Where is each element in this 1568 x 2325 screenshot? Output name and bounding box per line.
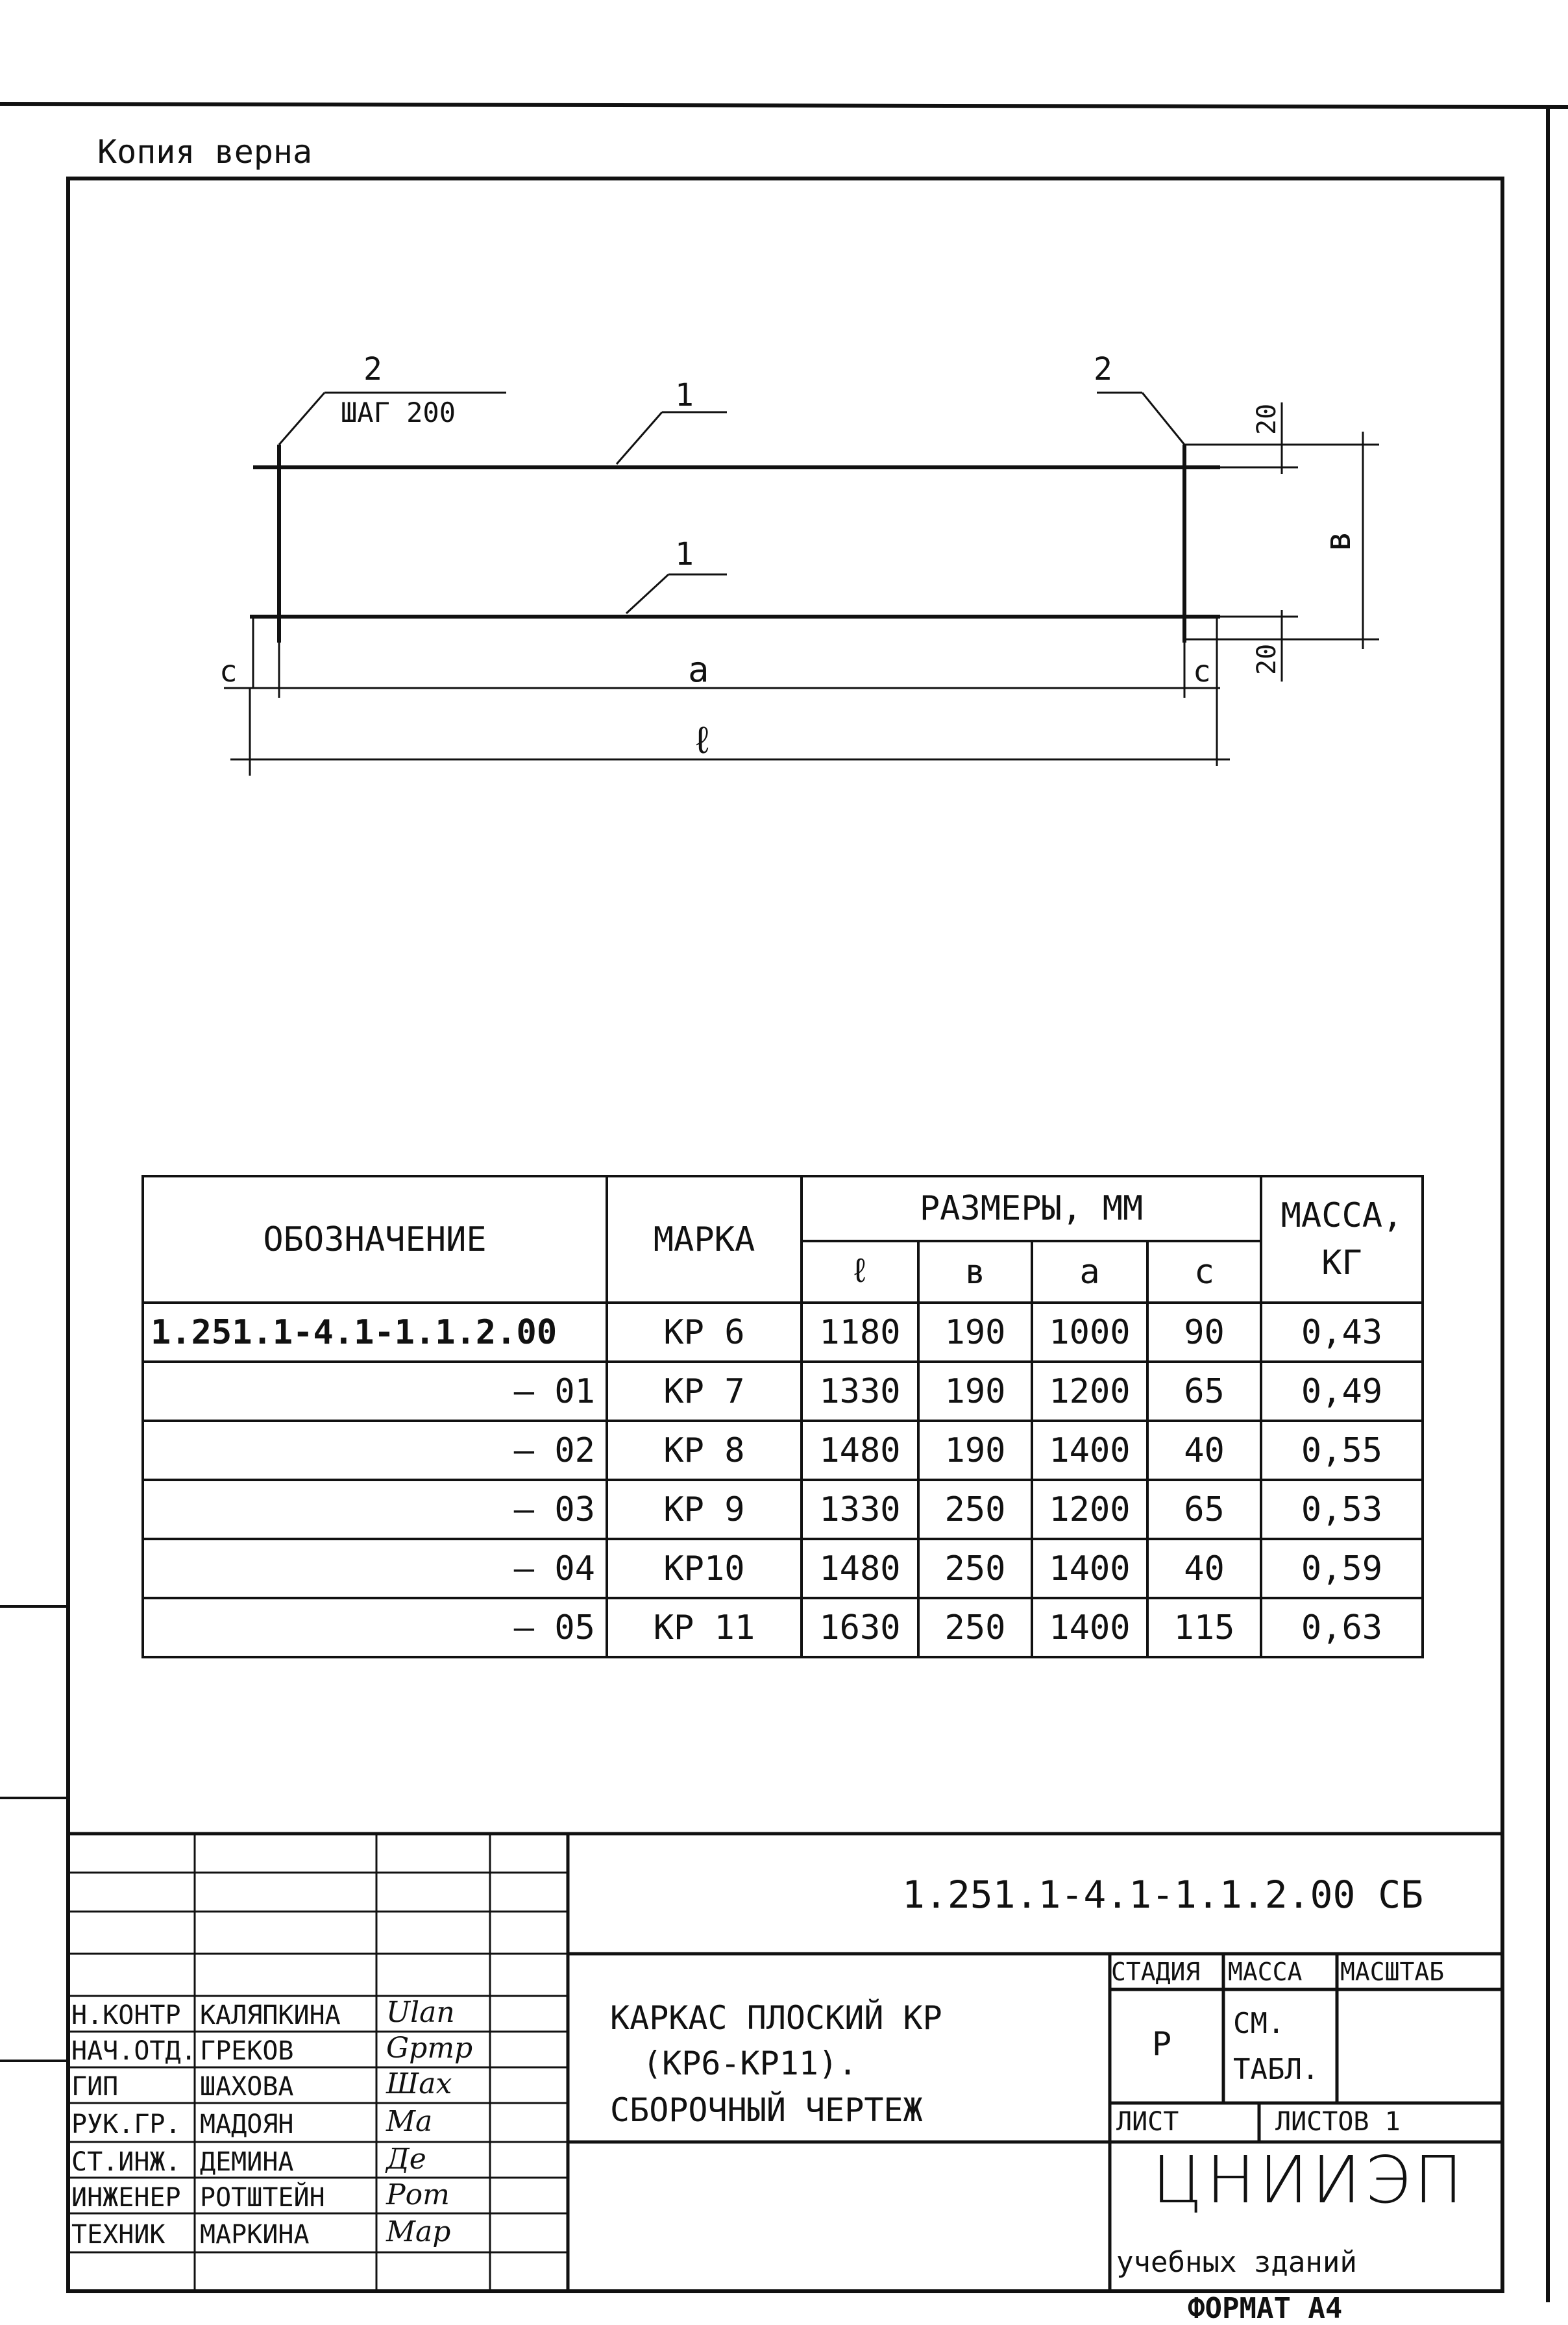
dim-20-bottom: 20 — [1252, 643, 1282, 675]
row-mass: 0,59 — [1261, 1539, 1423, 1598]
pos1-top-label: 1 — [675, 377, 694, 413]
dim-c-left-label: c — [219, 654, 238, 689]
row-l: 1480 — [802, 1421, 918, 1480]
dim-a-label: a — [688, 649, 709, 690]
row-designation: 1.251.1-4.1-1.1.2.00 — [143, 1303, 607, 1362]
row-a: 1200 — [1032, 1362, 1147, 1421]
row-mass: 0,49 — [1261, 1362, 1423, 1421]
header-a: a — [1032, 1241, 1147, 1303]
sheets-label: ЛИСТОВ 1 — [1275, 2107, 1401, 2137]
row-l: 1480 — [802, 1539, 918, 1598]
row-b: 190 — [918, 1303, 1032, 1362]
row-designation: — 02 — [143, 1421, 607, 1480]
row-l: 1330 — [802, 1480, 918, 1539]
header-b: в — [918, 1241, 1032, 1303]
signature-group-lead: Ma — [386, 2105, 433, 2138]
row-mass: 0,63 — [1261, 1598, 1423, 1657]
organization-subtitle: учебных зданий — [1116, 2246, 1357, 2279]
scale-label: МАСШТАБ — [1340, 1958, 1445, 1986]
organization-name: ЦНИИЭП — [1152, 2142, 1467, 2218]
row-b: 250 — [918, 1598, 1032, 1657]
row-l: 1630 — [802, 1598, 918, 1657]
header-dimensions: РАЗМЕРЫ, ММ — [802, 1176, 1261, 1241]
dim-b-label: в — [1317, 530, 1358, 552]
header-designation: ОБОЗНАЧЕНИЕ — [143, 1176, 607, 1303]
row-c: 40 — [1147, 1421, 1261, 1480]
role-group-lead: РУК.ГР. — [71, 2110, 181, 2139]
row-mark: КР 7 — [607, 1362, 802, 1421]
row-designation: — 01 — [143, 1362, 607, 1421]
mass-label: МАССА — [1228, 1958, 1303, 1986]
role-norm-control: Н.КОНТР — [71, 2000, 181, 2030]
document-code: 1.251.1-4.1-1.1.2.00 СБ — [902, 1873, 1424, 1917]
header-c: c — [1147, 1241, 1261, 1303]
row-a: 1400 — [1032, 1598, 1147, 1657]
row-c: 40 — [1147, 1539, 1261, 1598]
row-a: 1400 — [1032, 1421, 1147, 1480]
row-a: 1000 — [1032, 1303, 1147, 1362]
dim-l-label: ℓ — [691, 718, 714, 762]
sheet-label: ЛИСТ — [1116, 2107, 1179, 2137]
dim-c-right-label: c — [1193, 654, 1211, 689]
row-mark: КР 9 — [607, 1480, 802, 1539]
row-a: 1200 — [1032, 1480, 1147, 1539]
signature-senior-engineer: Де — [386, 2143, 426, 2176]
row-mark: КР 8 — [607, 1421, 802, 1480]
row-designation: — 04 — [143, 1539, 607, 1598]
row-c: 65 — [1147, 1480, 1261, 1539]
row-b: 190 — [918, 1362, 1032, 1421]
row-designation: — 05 — [143, 1598, 607, 1657]
row-b: 250 — [918, 1539, 1032, 1598]
signature-chief-engineer: Шах — [386, 2067, 452, 2100]
drawing-title-line1: КАРКАС ПЛОСКИЙ КР — [610, 1999, 942, 2037]
pos2-left-label: 2 — [363, 351, 382, 388]
header-mass: МАССА, КГ — [1261, 1176, 1423, 1303]
row-l: 1330 — [802, 1362, 918, 1421]
mass-value-line2: ТАБЛ. — [1233, 2053, 1319, 2086]
pos2-right-label: 2 — [1094, 351, 1112, 388]
sheet-format: ФОРМАТ А4 — [1188, 2292, 1343, 2325]
stage-label: СТАДИЯ — [1111, 1958, 1201, 1986]
header-mark: МАРКА — [607, 1176, 802, 1303]
drawing-title-line2: (КР6-КР11). — [643, 2045, 858, 2082]
role-engineer: ИНЖЕНЕР — [71, 2183, 181, 2213]
row-c: 90 — [1147, 1303, 1261, 1362]
mass-value-line1: СМ. — [1233, 2007, 1285, 2040]
drawing-title-line3: СБОРОЧНЫЙ ЧЕРТЕЖ — [610, 2091, 923, 2129]
name-norm-control: КАЛЯПКИНА — [200, 2000, 341, 2030]
name-chief-engineer: ШАХОВА — [200, 2072, 294, 2102]
row-mark: КР10 — [607, 1539, 802, 1598]
role-senior-engineer: СТ.ИНЖ. — [71, 2147, 181, 2177]
name-dept-head: ГРЕКОВ — [200, 2036, 294, 2066]
row-mark: КР 11 — [607, 1598, 802, 1657]
row-mass: 0,43 — [1261, 1303, 1423, 1362]
signature-technician: Мар — [386, 2215, 451, 2248]
role-chief-engineer: ГИП — [71, 2072, 119, 2102]
row-a: 1400 — [1032, 1539, 1147, 1598]
row-l: 1180 — [802, 1303, 918, 1362]
row-b: 190 — [918, 1421, 1032, 1480]
row-mass: 0,53 — [1261, 1480, 1423, 1539]
name-engineer: РОТШТЕЙН — [200, 2183, 325, 2213]
role-technician: ТЕХНИК — [71, 2220, 165, 2250]
signature-norm-control: Ulan — [386, 1996, 455, 2029]
step-note: ШАГ 200 — [341, 397, 456, 428]
dim-20-top: 20 — [1252, 403, 1282, 435]
name-technician: МАРКИНА — [200, 2220, 310, 2250]
row-designation: — 03 — [143, 1480, 607, 1539]
signature-engineer: Рот — [386, 2178, 450, 2211]
row-c: 65 — [1147, 1362, 1261, 1421]
row-b: 250 — [918, 1480, 1032, 1539]
header-l: ℓ — [802, 1241, 918, 1303]
copy-note: Копия верна — [97, 133, 313, 171]
row-c: 115 — [1147, 1598, 1261, 1657]
stage-value: Р — [1152, 2025, 1172, 2063]
pos1-bottom-label: 1 — [675, 536, 694, 572]
row-mark: КР 6 — [607, 1303, 802, 1362]
signature-dept-head: Gpmp — [386, 2032, 473, 2065]
row-mass: 0,55 — [1261, 1421, 1423, 1480]
name-group-lead: МАДОЯН — [200, 2110, 294, 2139]
name-senior-engineer: ДЕМИНА — [200, 2147, 294, 2177]
role-dept-head: НАЧ.ОТД. — [71, 2036, 197, 2066]
